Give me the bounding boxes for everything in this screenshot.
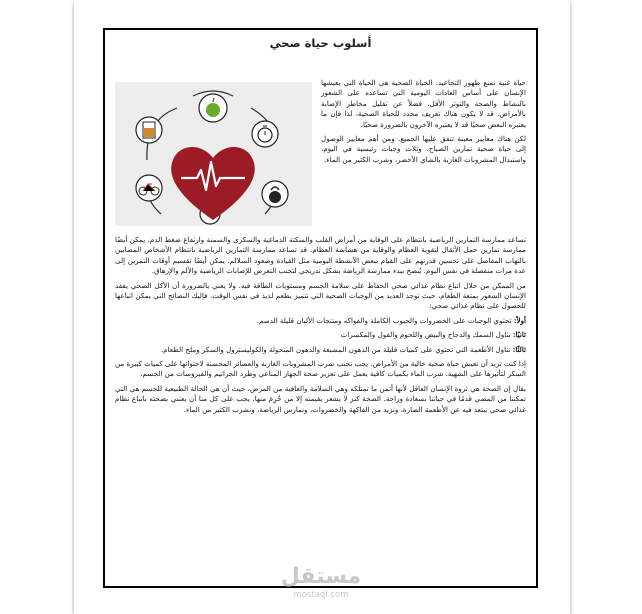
tip-text: تناول السمك والدجاج والبيض واللحوم والفول والمكسرات (340, 330, 511, 340)
healthy-lifestyle-illustration (115, 82, 312, 226)
tip-item (115, 330, 526, 340)
illustration-svg (115, 82, 312, 226)
tip-item (115, 345, 526, 355)
watermark-latin: mostaql.com (293, 590, 349, 600)
stopwatch-icon (252, 121, 278, 147)
exercise-paragraph: تساعد ممارسة التمارين الرياضية بانتظام على الوقاية من أمراض القلب والسكتة الدماغية والسكري والسمنة وارتفاع ضغط الدم. يمكن أيضًا ممارسة تمارين حمل الأثقال لتقوية العظام والوقاية من هشاشة العظام. قد تساعد ممارسة التمارين الرياضية بانتظام الأشخاص المصابين بالتهاب المفاصل على تحسين قدرتهم على القيام ببعض الأنشطة اليومية مثل القيادة وصعود السلالم. يمكن أيضًا تقسيم أوقات التمرين إلى عدة مرات منفصلة في نفس اليوم. يُنصح ببدء ممارسة الرياضة بشكل تدريجي لتجنب التعرض للإصابات الرياضية والألم والإرهاق. (115, 235, 526, 276)
conclusion-paragraph: يقال إن الصحة هي ثروة الإنسان العاقل لأنها أثمن ما تمتلكه وهي السلامة والعافية من المرض، حيث أن هي الحالة الطبيعية للجسم هي التي تمكننا من المضي قدمًا في حياتنا بسعادة وراحة. الصحة كنز لا يشعر بقيمته إلا من حُرِمَ منها. يجب على كل منا أن يعتني بصحته باتباع نظام غذائي صحي نبتعد فيه عن الأطعمة الضارة، ونزيد من الفاكهة والخضروات، ونمارس الرياضة، ونشرب الكثير من الماء. (115, 383, 526, 414)
main-body (115, 235, 526, 419)
kettlebell-icon (262, 181, 288, 207)
tip-label: ثالثًا: (512, 344, 526, 354)
tip-item (115, 316, 526, 326)
tip-text: تناول الأطعمة التي تحتوي على كميات قليلة من الدهون المشبعة والدهون المتحولة والكوليسترول والسكر وملح الطعام. (160, 344, 511, 354)
apple-icon (199, 94, 227, 122)
tip-label: أولاً: (513, 315, 526, 325)
mostaql-watermark (266, 564, 376, 610)
diet-paragraph: من الممكن من خلال اتباع نظام غذائي صحي الحفاظ على سلامة الجسم ومستويات الطاقة فيه. ولا يعني بالضرورة أن الأكل الصحي يفقد الإنسان الشعور بمتعة الطعام، حيث توجد العديد من الوجبات الصحية التي تتميز بطعم لذيذ في نفس الوقت. فإليك النصائح التي يمكن اتباعها للحصول على نظام غذائي صحي: (115, 280, 526, 311)
document-frame (103, 28, 538, 588)
tip-text: تحتوي الوجبات على الخضروات والحبوب الكاملة والفواكه ومنتجات الألبان قليلة الدسم. (256, 315, 512, 325)
bicycle-icon (136, 175, 162, 201)
tip-label: ثانيًا: (512, 330, 526, 340)
document-title: أسلوب حياة صحي (269, 36, 372, 50)
intro-paragraph-1: حياة غنية تمنع ظهور التجاعيد. الحياة الصحية هي الحياة التي يعيشها الإنسان على أساس العادات اليومية التي تساعده على الشعور بالنشاط والصحة والتوتر الأقل، فضلاً عن تقليل مخاطر الإصابة بالأمراض. قد لا يكون هناك تعريف محدد للحياة الصحية، لذا فإن ما يعتبره البعض صحيًا قد لا يعتبره الآخرون بالضرورة صحيًا. (321, 78, 526, 129)
intro-section (321, 78, 526, 169)
watermark-arabic: مستقل (280, 564, 362, 589)
heart-icon (171, 147, 255, 220)
drink-glass-icon (136, 117, 162, 143)
drinks-paragraph: إذا كنت تريد أن تعيش حياة صحية خالية من الأمراض. يجب تجنب شرب المشروبات الغازية والعصائر المحسنة لاحتوائها على كميات كبيرة من السكر لتأثيرها على الشهية. شرب الماء بكميات كافية يعمل على تعزيز صحة الجهاز المناعي وطرد الجراثيم والفيروسات من الجسم. (115, 359, 526, 379)
intro-paragraph-2: لكن هناك معايير معينة تتفق عليها الجميع. ومن أهم معايير الوصول إلى حياة صحية تمارين الصباح، وثلاث وجبات رئيسية في اليوم، واستبدال المشروبات الغازية بالشاي الأخضر، وشرب الكثير من الماء. (321, 134, 526, 164)
